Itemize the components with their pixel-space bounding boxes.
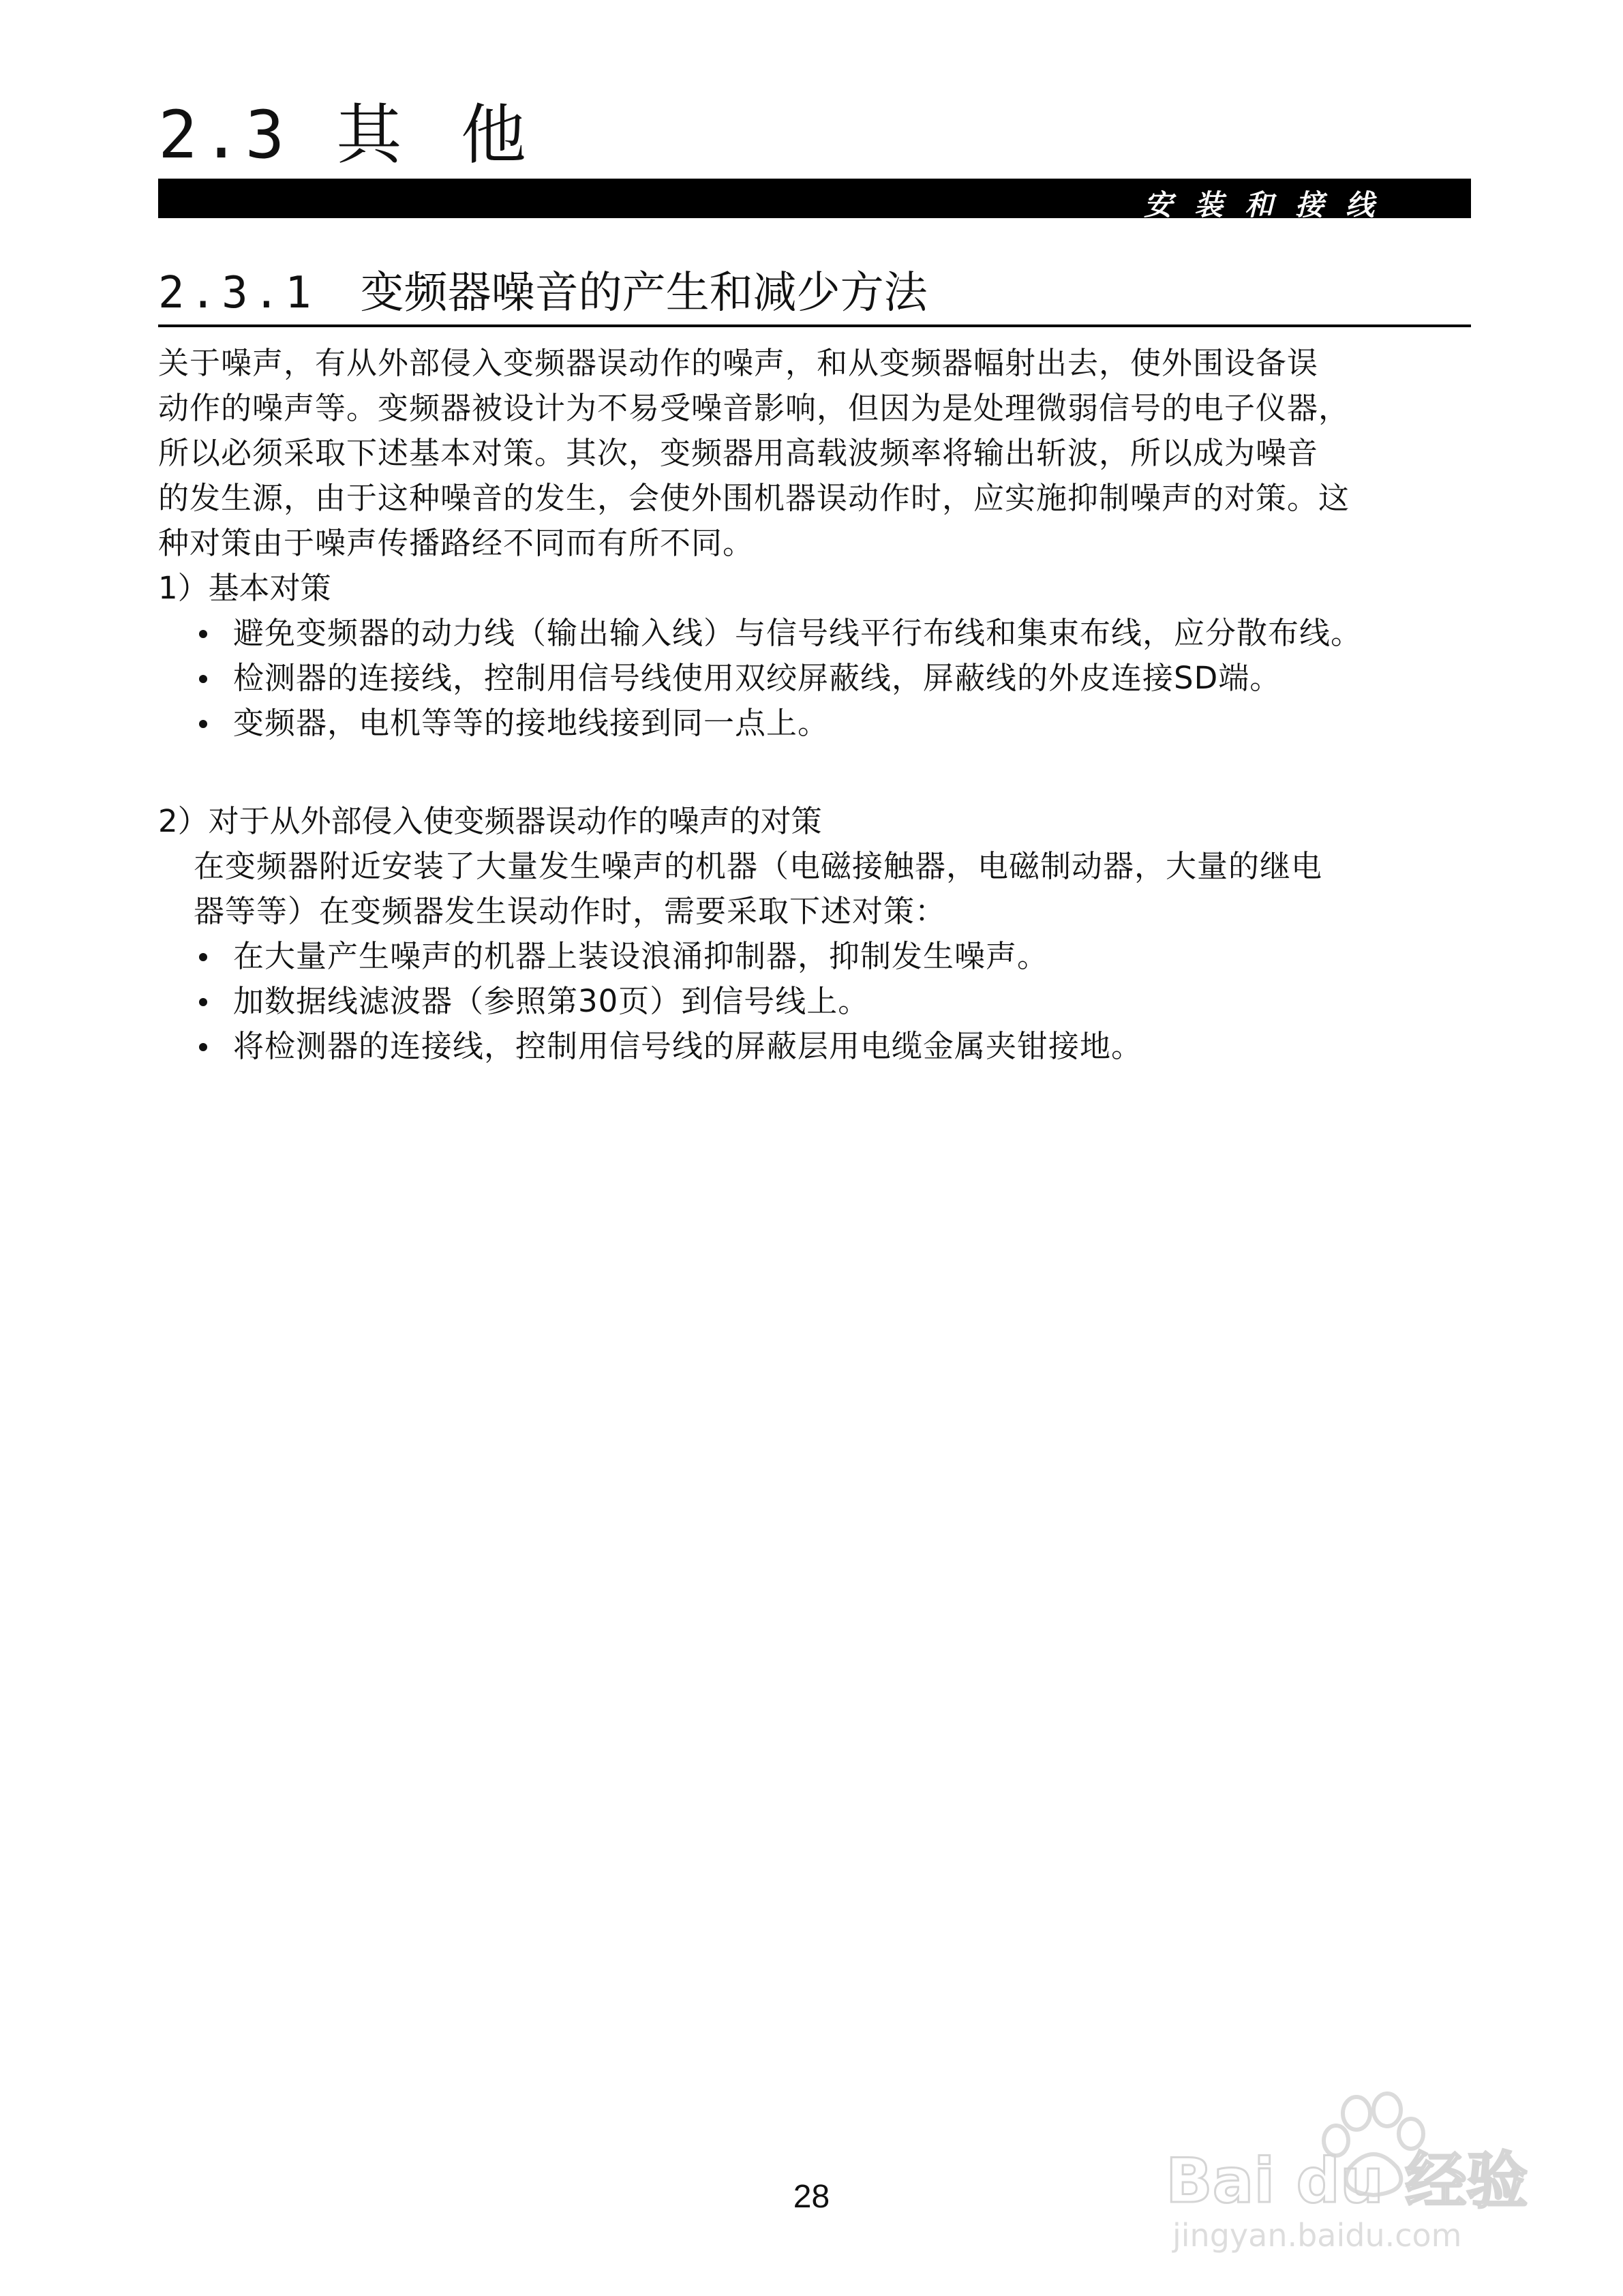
page-number: 28 [793, 2179, 830, 2215]
bullet-icon [199, 953, 207, 961]
intro-line: 的发生源，由于这种噪音的发生，会使外围机器误动作时，应实施抑制噪声的对策。这 [158, 480, 1350, 516]
list-item: 避免变频器的动力线（输出输入线）与信号线平行布线和集束布线，应分散布线。 [194, 611, 1471, 656]
bullet-icon [199, 1043, 207, 1051]
external-noise-description [194, 844, 1471, 934]
intro-line: 所以必须采取下述基本对策。其次，变频器用高载波频率将输出斩波，所以成为噪音 [158, 435, 1319, 471]
bullet-icon [199, 998, 207, 1006]
bullet-icon [199, 630, 207, 638]
watermark-url: jingyan.baidu.com [1172, 2217, 1462, 2254]
chapter-title [158, 97, 545, 173]
section-number: 2.3.1 [158, 268, 317, 318]
section-banner [158, 179, 1471, 222]
banner-label: 安装和接线 [1143, 188, 1396, 222]
bullet-icon [199, 675, 207, 683]
section-title [158, 268, 928, 318]
intro-line: 动作的噪声等。变频器被设计为不易受噪音影响，但因为是处理微弱信号的电子仪器， [158, 390, 1350, 426]
intro-line: 种对策由于噪声传播路经不同而有所不同。 [158, 525, 755, 561]
basic-measures-list [194, 611, 1471, 746]
section-name: 变频器噪音的产生和减少方法 [360, 268, 928, 318]
list-item: 将检测器的连接线，控制用信号线的屏蔽层用电缆金属夹钳接地。 [194, 1024, 1471, 1069]
intro-paragraph [158, 341, 1471, 566]
description-line: 在变频器附近安装了大量发生噪声的机器（电磁接触器，电磁制动器，大量的继电 [194, 848, 1323, 884]
section-divider [158, 324, 1471, 327]
list-item: 变频器，电机等等的接地线接到同一点上。 [194, 701, 1471, 746]
baidu-jingyan-watermark [1152, 2086, 1534, 2256]
list-item: 加数据线滤波器（参照第30页）到信号线上。 [194, 979, 1471, 1024]
watermark-logo: Bai du 经验 [1166, 2145, 1528, 2217]
bullet-icon [199, 720, 207, 728]
chapter-name: 其 他 [336, 97, 545, 173]
list-item: 检测器的连接线，控制用信号线使用双绞屏蔽线，屏蔽线的外皮连接SD端。 [194, 656, 1471, 701]
intro-line: 关于噪声，有从外部侵入变频器误动作的噪声，和从变频器幅射出去，使外围设备误 [158, 345, 1319, 381]
measure-heading-external: 2）对于从外部侵入使变频器误动作的噪声的对策 [158, 803, 822, 839]
description-line: 器等等）在变频器发生误动作时，需要采取下述对策： [194, 893, 947, 929]
chapter-number: 2.3 [158, 97, 289, 173]
measure-heading-basic: 1）基本对策 [158, 570, 331, 606]
list-item: 在大量产生噪声的机器上装设浪涌抑制器，抑制发生噪声。 [194, 934, 1471, 979]
external-measures-list [194, 934, 1471, 1069]
